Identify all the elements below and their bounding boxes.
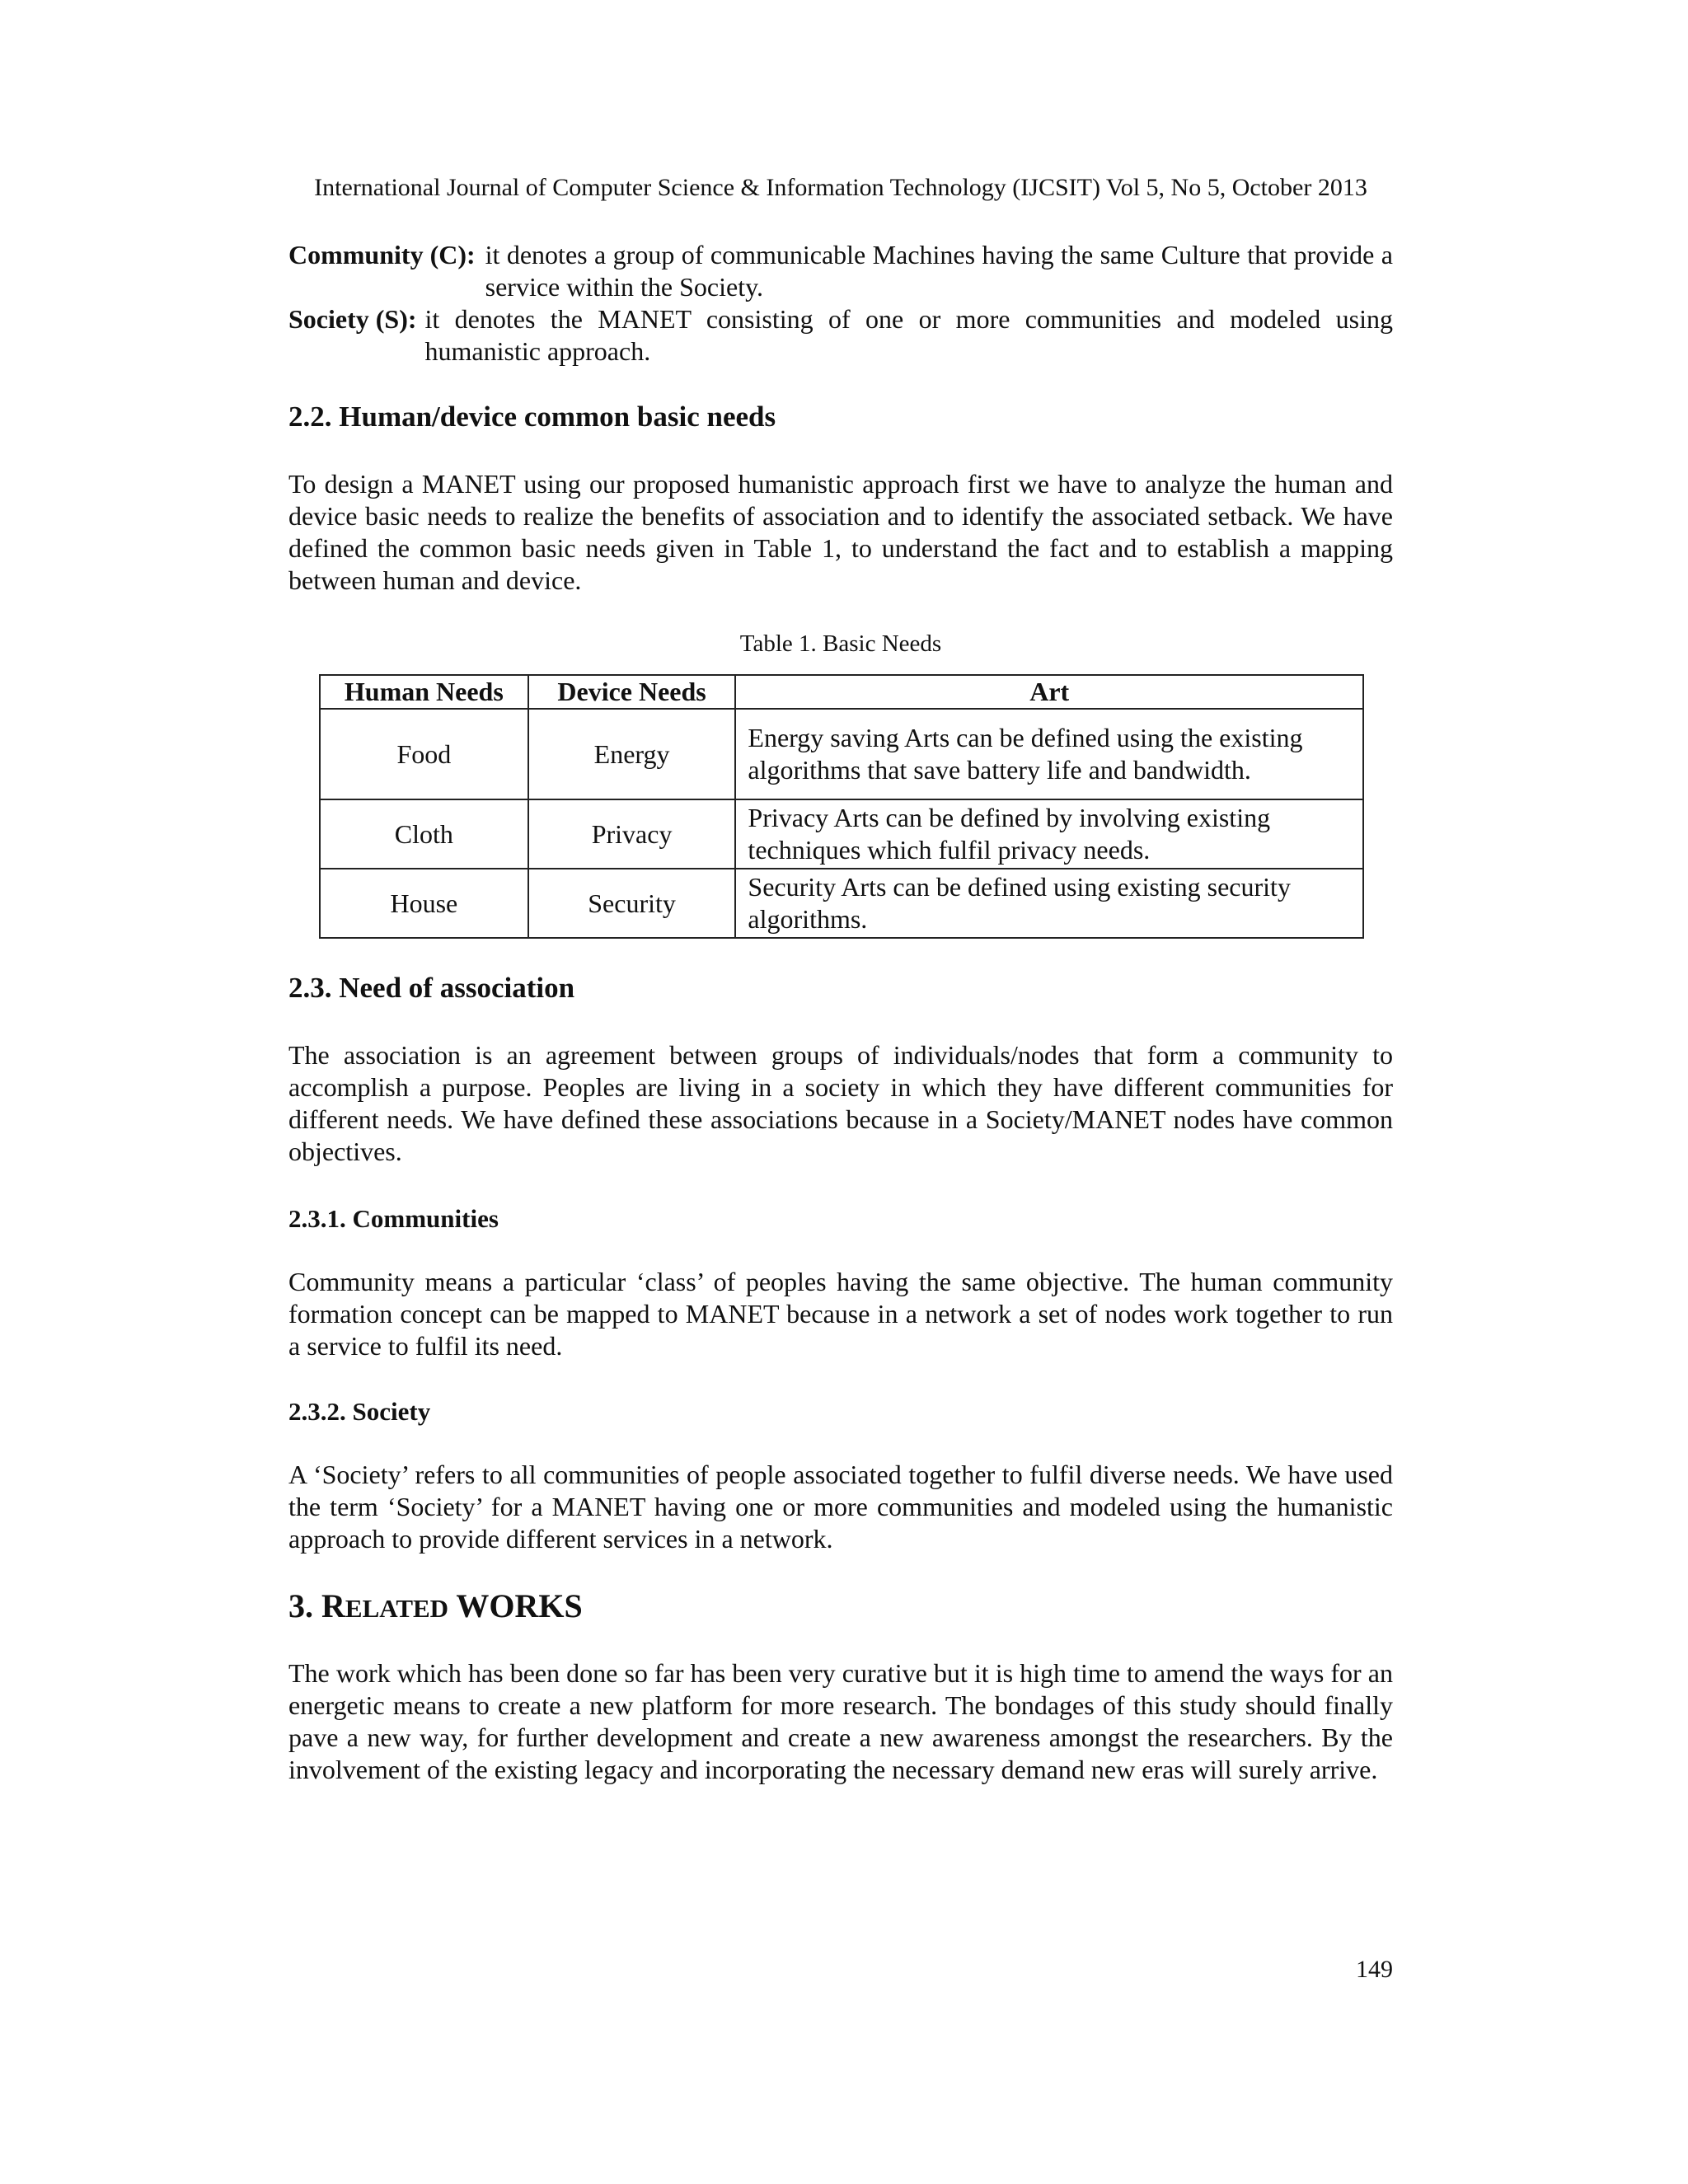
- table-cell: Food: [320, 709, 528, 799]
- table-row: [320, 799, 1363, 869]
- section-heading-rest: WORKS: [448, 1587, 583, 1624]
- basic-needs-table: [319, 674, 1364, 939]
- table-header-cell: Art: [735, 675, 1363, 709]
- definition-text: it denotes the MANET consisting of one or more communities and modeled using humanistic approach.: [424, 304, 1393, 366]
- definition-text: it denotes a group of communicable Machines having the same Culture that provide a service within the Society.: [485, 240, 1393, 302]
- section-paragraph: The association is an agreement between groups of individuals/nodes that form a community to accomplish a purpose. Peoples are living in a society in which they have different communities for different needs. We have defined these associations because in a Society/MANET nodes have common objectives.: [288, 1040, 1393, 1166]
- section-paragraph: A ‘Society’ refers to all communities of people associated together to fulfil diverse needs. We have used the term ‘Society’ for a MANET having one or more communities and modeled using the humanistic approach to provide different services in a network.: [288, 1460, 1393, 1554]
- table-cell: House: [320, 869, 528, 938]
- definition-term: Society (S):: [288, 304, 417, 334]
- section-2-2: [288, 399, 1393, 597]
- section-heading: [288, 1586, 1393, 1629]
- subsection-heading: 2.3.2. Society: [288, 1397, 431, 1426]
- table-header-cell: Human Needs: [320, 675, 528, 709]
- subsection-heading: 2.3.1. Communities: [288, 1204, 499, 1233]
- definition-community: [288, 239, 1393, 303]
- running-header: International Journal of Computer Science & Information Technology (IJCSIT) Vol 5, No 5, October 2013: [314, 174, 1367, 201]
- table-cell: Security: [528, 869, 736, 938]
- table-caption: Table 1. Basic Needs: [739, 630, 942, 657]
- table-header-cell: Device Needs: [528, 675, 736, 709]
- section-heading: 2.3. Need of association: [288, 972, 575, 1004]
- table-cell: Energy saving Arts can be defined using the existing algorithms that save battery life and bandwidth.: [735, 709, 1363, 799]
- table-cell: Privacy Arts can be defined by involving existing techniques which fulfil privacy needs.: [735, 799, 1363, 869]
- table-row: [320, 869, 1363, 938]
- section-2-3: [288, 970, 1393, 1168]
- section-2-3-1: [288, 1202, 1393, 1362]
- table-header-row: [320, 675, 1363, 709]
- table-cell: Security Arts can be defined using existing security algorithms.: [735, 869, 1363, 938]
- table-cell: Energy: [528, 709, 736, 799]
- section-3: [288, 1586, 1393, 1786]
- page-number: 149: [1356, 1956, 1393, 1983]
- definition-term: Community (C):: [288, 240, 476, 269]
- section-paragraph: To design a MANET using our proposed humanistic approach first we have to analyze the human and device basic needs to realize the benefits of association and to identify the associated setback. We have defined the common basic needs given in Table 1, to understand the fact and to establish a mapping between human and device.: [288, 469, 1393, 595]
- section-heading-smallcaps: ELATED: [345, 1594, 449, 1623]
- definition-society: [288, 303, 1393, 368]
- section-paragraph: The work which has been done so far has been very curative but it is high time to amend the ways for an energetic means to create a new platform for more research. The bondages of this study should finally pave a new way, for further development and create a new awareness amongst the researchers. By the involvement of the existing legacy and incorporating the necessary demand new eras will surely arrive.: [288, 1658, 1393, 1784]
- section-heading: 2.2. Human/device common basic needs: [288, 401, 776, 433]
- table-cell: Cloth: [320, 799, 528, 869]
- table-cell: Privacy: [528, 799, 736, 869]
- definition-list: [288, 239, 1393, 368]
- section-2-3-2: [288, 1395, 1393, 1555]
- table-row: [320, 709, 1363, 799]
- section-heading-number: 3. R: [288, 1587, 345, 1624]
- section-paragraph: Community means a particular ‘class’ of peoples having the same objective. The human community formation concept can be mapped to MANET because in a network a set of nodes work together to run a service to fulfil its need.: [288, 1267, 1393, 1361]
